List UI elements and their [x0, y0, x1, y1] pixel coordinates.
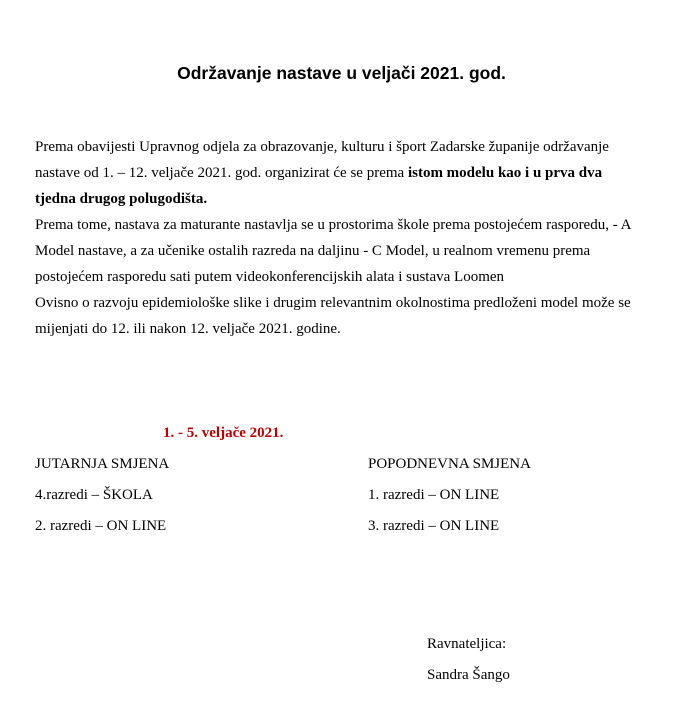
schedule-date-heading: 1. - 5. veljače 2021.: [163, 425, 284, 441]
paragraph-1-bold-text: istom modelu kao i u prva dva tjedna drugog polugodišta.: [35, 165, 603, 207]
afternoon-shift-title: POPODNEVNA SMJENA: [368, 456, 531, 472]
signature-name: Sandra Šango: [427, 667, 510, 683]
signature-role: Ravnateljica:: [427, 636, 507, 652]
document-title: Održavanje nastave u veljači 2021. god.: [177, 63, 506, 83]
morning-shift-item: 4.razredi – ŠKOLA: [35, 487, 153, 503]
morning-shift-item: 2. razredi – ON LINE: [35, 518, 167, 534]
afternoon-shift-item: 1. razredi – ON LINE: [368, 487, 500, 503]
paragraph-2: Prema tome, nastava za maturante nastavlja se u prostorima škole prema postojećem rasporedu, - A Model nastave, a za učenike ostalih razreda na daljinu - C Model, u realnom vremenu prema postojećem rasporedu sati putem videokonferencijskih alata i sustava Loomen: [35, 217, 631, 285]
morning-shift-column: [35, 454, 169, 547]
morning-shift-title: JUTARNJA SMJENA: [35, 456, 170, 472]
afternoon-shift-column: [368, 454, 531, 547]
document-body: [35, 134, 645, 342]
signature-block: [427, 634, 510, 696]
paragraph-1: [35, 134, 645, 212]
paragraph-3: Ovisno o razvoju epidemiološke slike i drugim relevantnim okolnostima predloženi model može se mijenjati do 12. ili nakon 12. veljače 2021. godine.: [35, 295, 631, 337]
afternoon-shift-item: 3. razredi – ON LINE: [368, 518, 500, 534]
paragraph-1-text: Prema obavijesti Upravnog odjela za obrazovanje, kulturu i šport Zadarske županije održavanje nastave od 1. – 12. veljače 2021. god. organizirat će se prema: [35, 139, 609, 181]
